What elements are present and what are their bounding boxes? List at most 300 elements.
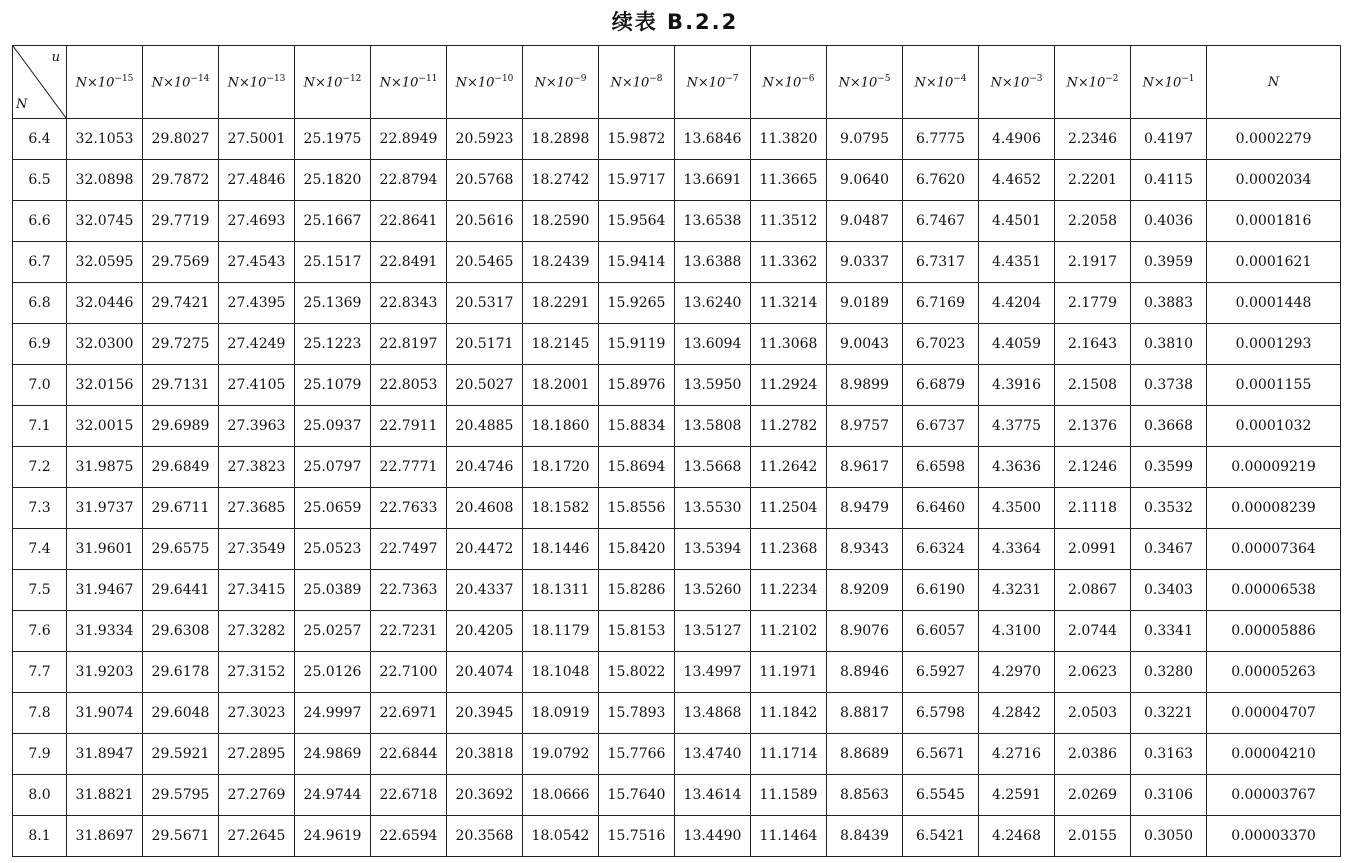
table-cell: 22.8949 (371, 119, 447, 160)
table-cell: 31.9875 (67, 447, 143, 488)
table-cell: 15.9872 (599, 119, 675, 160)
table-cell: 27.3963 (219, 406, 295, 447)
table-row (13, 365, 1341, 406)
table-cell: 2.1508 (1055, 365, 1131, 406)
table-cell: 31.8821 (67, 775, 143, 816)
table-cell: 2.0386 (1055, 734, 1131, 775)
table-cell: 11.2642 (751, 447, 827, 488)
table-cell: 0.00007364 (1207, 529, 1341, 570)
table-cell: 4.4351 (979, 242, 1055, 283)
table-cell: 15.9414 (599, 242, 675, 283)
table-cell: 20.3945 (447, 693, 523, 734)
table-cell: 4.4204 (979, 283, 1055, 324)
table-cell: 29.7275 (143, 324, 219, 365)
table-cell: 2.1118 (1055, 488, 1131, 529)
column-header (903, 46, 979, 119)
table-cell: 4.2591 (979, 775, 1055, 816)
column-header (143, 46, 219, 119)
table-cell: 4.2970 (979, 652, 1055, 693)
table-cell: 25.0126 (295, 652, 371, 693)
column-header-exponent: −2 (1105, 73, 1119, 84)
table-cell: 18.1311 (523, 570, 599, 611)
table-cell: 2.2346 (1055, 119, 1131, 160)
table-cell: 13.5950 (675, 365, 751, 406)
table-cell: 29.5795 (143, 775, 219, 816)
table-cell: 29.7569 (143, 242, 219, 283)
table-cell: 6.7467 (903, 201, 979, 242)
table-cell: 29.6178 (143, 652, 219, 693)
row-n-cell: 7.7 (13, 652, 67, 693)
table-cell: 15.8420 (599, 529, 675, 570)
table-cell: 20.4074 (447, 652, 523, 693)
row-n-cell: 6.6 (13, 201, 67, 242)
table-row (13, 816, 1341, 857)
column-header-base: N×10 (610, 75, 650, 91)
table-cell: 27.3549 (219, 529, 295, 570)
table-cell: 25.0659 (295, 488, 371, 529)
table-cell: 27.5001 (219, 119, 295, 160)
table-cell: 13.4868 (675, 693, 751, 734)
table-cell: 25.1517 (295, 242, 371, 283)
table-cell: 25.1223 (295, 324, 371, 365)
table-cell: 2.1246 (1055, 447, 1131, 488)
table-cell: 18.2145 (523, 324, 599, 365)
table-cell: 15.8556 (599, 488, 675, 529)
column-header-exponent: −4 (953, 73, 967, 84)
row-n-cell: 7.2 (13, 447, 67, 488)
table-cell: 4.3500 (979, 488, 1055, 529)
table-cell: 2.0269 (1055, 775, 1131, 816)
table-cell: 18.2590 (523, 201, 599, 242)
column-header-base: N×10 (151, 75, 191, 91)
table-cell: 20.5171 (447, 324, 523, 365)
table-cell: 31.9467 (67, 570, 143, 611)
table-cell: 6.6324 (903, 529, 979, 570)
table-cell: 8.8563 (827, 775, 903, 816)
table-cell: 18.2439 (523, 242, 599, 283)
column-header-base: N×10 (534, 75, 574, 91)
table-cell: 15.8286 (599, 570, 675, 611)
table-title: 续表 B.2.2 (611, 10, 739, 34)
row-n-cell: 6.9 (13, 324, 67, 365)
table-cell: 27.2895 (219, 734, 295, 775)
table-cell: 8.9479 (827, 488, 903, 529)
column-header-base: N×10 (1142, 75, 1182, 91)
column-header-base: N (1267, 74, 1280, 90)
table-cell: 11.1714 (751, 734, 827, 775)
table-cell: 31.9203 (67, 652, 143, 693)
table-cell: 0.00003370 (1207, 816, 1341, 857)
table-cell: 13.4614 (675, 775, 751, 816)
table-cell: 20.4885 (447, 406, 523, 447)
table-cell: 32.0595 (67, 242, 143, 283)
column-header-exponent: −15 (114, 73, 134, 84)
table-cell: 13.4490 (675, 816, 751, 857)
column-header-base: N×10 (303, 75, 343, 91)
table-cell: 18.1048 (523, 652, 599, 693)
table-cell: 29.8027 (143, 119, 219, 160)
table-cell: 29.7421 (143, 283, 219, 324)
column-header-base: N×10 (686, 75, 726, 91)
table-cell: 29.5671 (143, 816, 219, 857)
table-cell: 0.00004707 (1207, 693, 1341, 734)
table-cell: 22.8343 (371, 283, 447, 324)
table-cell: 6.6460 (903, 488, 979, 529)
table-cell: 2.0991 (1055, 529, 1131, 570)
table-cell: 2.0503 (1055, 693, 1131, 734)
table-cell: 22.7363 (371, 570, 447, 611)
table-cell: 6.7169 (903, 283, 979, 324)
table-cell: 20.5768 (447, 160, 523, 201)
table-cell: 6.7620 (903, 160, 979, 201)
table-cell: 27.4693 (219, 201, 295, 242)
table-cell: 11.2368 (751, 529, 827, 570)
row-n-cell: 7.3 (13, 488, 67, 529)
table-cell: 25.0797 (295, 447, 371, 488)
table-cell: 13.6846 (675, 119, 751, 160)
table-cell: 32.0898 (67, 160, 143, 201)
table-cell: 15.8834 (599, 406, 675, 447)
table-cell: 15.9119 (599, 324, 675, 365)
column-header-base: N×10 (379, 75, 419, 91)
table-cell: 8.9899 (827, 365, 903, 406)
table-cell: 2.0744 (1055, 611, 1131, 652)
table-cell: 27.4249 (219, 324, 295, 365)
table-cell: 0.3221 (1131, 693, 1207, 734)
table-row (13, 283, 1341, 324)
table-cell: 4.3100 (979, 611, 1055, 652)
table-cell: 0.0002279 (1207, 119, 1341, 160)
table-cell: 13.5394 (675, 529, 751, 570)
column-header (827, 46, 903, 119)
table-cell: 0.0001155 (1207, 365, 1341, 406)
table-cell: 0.4115 (1131, 160, 1207, 201)
corner-cell (13, 46, 67, 119)
table-cell: 4.3231 (979, 570, 1055, 611)
table-cell: 11.2924 (751, 365, 827, 406)
column-header (1131, 46, 1207, 119)
column-header (219, 46, 295, 119)
table-cell: 15.9717 (599, 160, 675, 201)
table-cell: 22.7231 (371, 611, 447, 652)
table-cell: 2.0867 (1055, 570, 1131, 611)
table-cell: 0.0001621 (1207, 242, 1341, 283)
table-cell: 0.3163 (1131, 734, 1207, 775)
table-cell: 20.3818 (447, 734, 523, 775)
table-cell: 20.4337 (447, 570, 523, 611)
row-n-cell: 7.9 (13, 734, 67, 775)
table-cell: 18.1446 (523, 529, 599, 570)
table-cell: 4.4059 (979, 324, 1055, 365)
table-cell: 31.9601 (67, 529, 143, 570)
table-cell: 11.1842 (751, 693, 827, 734)
table-cell: 29.6989 (143, 406, 219, 447)
table-cell: 0.00005263 (1207, 652, 1341, 693)
table-cell: 27.3152 (219, 652, 295, 693)
table-cell: 15.7640 (599, 775, 675, 816)
table-cell: 31.9334 (67, 611, 143, 652)
table-cell: 4.4652 (979, 160, 1055, 201)
table-cell: 15.8694 (599, 447, 675, 488)
table-cell: 4.2716 (979, 734, 1055, 775)
column-header (523, 46, 599, 119)
table-cell: 20.5465 (447, 242, 523, 283)
table-cell: 8.9343 (827, 529, 903, 570)
column-header-exponent: −8 (649, 73, 663, 84)
table-cell: 32.1053 (67, 119, 143, 160)
table-cell: 19.0792 (523, 734, 599, 775)
table-cell: 22.7911 (371, 406, 447, 447)
table-cell: 6.5545 (903, 775, 979, 816)
table-cell: 0.00009219 (1207, 447, 1341, 488)
table-cell: 20.4472 (447, 529, 523, 570)
table-cell: 27.4846 (219, 160, 295, 201)
column-header (1207, 46, 1341, 119)
table-cell: 0.3403 (1131, 570, 1207, 611)
table-cell: 13.5530 (675, 488, 751, 529)
table-cell: 6.7775 (903, 119, 979, 160)
table-cell: 29.7131 (143, 365, 219, 406)
table-cell: 6.7317 (903, 242, 979, 283)
column-header (371, 46, 447, 119)
table-cell: 31.8947 (67, 734, 143, 775)
table-cell: 4.3775 (979, 406, 1055, 447)
table-row (13, 570, 1341, 611)
table-cell: 29.5921 (143, 734, 219, 775)
table-cell: 20.5317 (447, 283, 523, 324)
column-header-base: N×10 (838, 75, 878, 91)
row-n-cell: 8.1 (13, 816, 67, 857)
column-header-exponent: −13 (266, 73, 286, 84)
table-cell: 13.4740 (675, 734, 751, 775)
column-header (67, 46, 143, 119)
table-cell: 9.0640 (827, 160, 903, 201)
table-cell: 11.3665 (751, 160, 827, 201)
table-cell: 18.1860 (523, 406, 599, 447)
table-cell: 18.2001 (523, 365, 599, 406)
table-cell: 6.6057 (903, 611, 979, 652)
table-cell: 2.2058 (1055, 201, 1131, 242)
table-cell: 0.3341 (1131, 611, 1207, 652)
table-cell: 25.1667 (295, 201, 371, 242)
table-cell: 31.9074 (67, 693, 143, 734)
table-cell: 4.4906 (979, 119, 1055, 160)
table-cell: 2.1779 (1055, 283, 1131, 324)
table-cell: 2.2201 (1055, 160, 1131, 201)
table-cell: 20.4205 (447, 611, 523, 652)
table-cell: 22.6594 (371, 816, 447, 857)
table-cell: 31.9737 (67, 488, 143, 529)
table-cell: 18.0542 (523, 816, 599, 857)
table-row (13, 734, 1341, 775)
table-cell: 15.8153 (599, 611, 675, 652)
table-cell: 4.3364 (979, 529, 1055, 570)
table-cell: 4.4501 (979, 201, 1055, 242)
table-cell: 13.6094 (675, 324, 751, 365)
column-header (447, 46, 523, 119)
table-cell: 6.6737 (903, 406, 979, 447)
table-cell: 0.3599 (1131, 447, 1207, 488)
table-cell: 25.1079 (295, 365, 371, 406)
row-n-cell: 7.5 (13, 570, 67, 611)
table-row (13, 406, 1341, 447)
table-cell: 6.5421 (903, 816, 979, 857)
table-cell: 9.0043 (827, 324, 903, 365)
table-cell: 27.2645 (219, 816, 295, 857)
table-cell: 24.9869 (295, 734, 371, 775)
table-cell: 11.1589 (751, 775, 827, 816)
table-cell: 13.6240 (675, 283, 751, 324)
table-cell: 11.3362 (751, 242, 827, 283)
table-cell: 6.6879 (903, 365, 979, 406)
table-cell: 27.3282 (219, 611, 295, 652)
table-cell: 29.7872 (143, 160, 219, 201)
table-cell: 8.9617 (827, 447, 903, 488)
table-cell: 15.9265 (599, 283, 675, 324)
table-cell: 0.0001448 (1207, 283, 1341, 324)
column-header (599, 46, 675, 119)
table-cell: 8.9076 (827, 611, 903, 652)
table-cell: 18.1582 (523, 488, 599, 529)
table-cell: 25.0523 (295, 529, 371, 570)
table-cell: 8.9757 (827, 406, 903, 447)
table-cell: 29.6441 (143, 570, 219, 611)
table-cell: 2.1917 (1055, 242, 1131, 283)
table-cell: 25.0389 (295, 570, 371, 611)
table-row (13, 488, 1341, 529)
table-cell: 11.2102 (751, 611, 827, 652)
row-n-cell: 7.6 (13, 611, 67, 652)
table-cell: 29.6849 (143, 447, 219, 488)
table-cell: 2.0155 (1055, 816, 1131, 857)
row-n-cell: 7.8 (13, 693, 67, 734)
table-cell: 8.8946 (827, 652, 903, 693)
table-cell: 0.00005886 (1207, 611, 1341, 652)
table-cell: 6.6190 (903, 570, 979, 611)
column-header-exponent: −9 (573, 73, 587, 84)
table-row (13, 529, 1341, 570)
table-cell: 29.7719 (143, 201, 219, 242)
table-cell: 15.9564 (599, 201, 675, 242)
table-cell: 2.1376 (1055, 406, 1131, 447)
table-cell: 15.7893 (599, 693, 675, 734)
table-cell: 0.00008239 (1207, 488, 1341, 529)
table-cell: 22.8491 (371, 242, 447, 283)
table-cell: 22.6718 (371, 775, 447, 816)
row-n-cell: 7.1 (13, 406, 67, 447)
table-cell: 25.1975 (295, 119, 371, 160)
column-header (675, 46, 751, 119)
table-cell: 22.6844 (371, 734, 447, 775)
table-cell: 18.2291 (523, 283, 599, 324)
table-cell: 6.5671 (903, 734, 979, 775)
column-header-exponent: −10 (494, 73, 514, 84)
table-cell: 0.4197 (1131, 119, 1207, 160)
table-cell: 32.0015 (67, 406, 143, 447)
table-cell: 27.3023 (219, 693, 295, 734)
table-cell: 22.8794 (371, 160, 447, 201)
column-header-exponent: −1 (1181, 73, 1195, 84)
table-cell: 22.8641 (371, 201, 447, 242)
column-header-exponent: −14 (190, 73, 210, 84)
table-cell: 13.5668 (675, 447, 751, 488)
table-cell: 22.7633 (371, 488, 447, 529)
table-cell: 0.00003767 (1207, 775, 1341, 816)
table-cell: 18.0919 (523, 693, 599, 734)
column-header-base: N×10 (75, 75, 115, 91)
table-cell: 20.4746 (447, 447, 523, 488)
table-cell: 18.1179 (523, 611, 599, 652)
column-header-exponent: −11 (418, 73, 438, 84)
table-row (13, 775, 1341, 816)
column-header-exponent: −7 (725, 73, 739, 84)
table-cell: 0.0001293 (1207, 324, 1341, 365)
table-row (13, 119, 1341, 160)
header-row (13, 46, 1341, 119)
column-header-base: N×10 (762, 75, 802, 91)
table-cell: 18.0666 (523, 775, 599, 816)
column-header-exponent: −6 (801, 73, 815, 84)
table-row (13, 693, 1341, 734)
column-header-exponent: −5 (877, 73, 891, 84)
table-cell: 20.3692 (447, 775, 523, 816)
table-cell: 8.8817 (827, 693, 903, 734)
table-row (13, 201, 1341, 242)
table-cell: 22.7100 (371, 652, 447, 693)
table-cell: 22.7771 (371, 447, 447, 488)
table-cell: 24.9744 (295, 775, 371, 816)
table-cell: 22.8197 (371, 324, 447, 365)
table-cell: 27.4395 (219, 283, 295, 324)
table-cell: 4.3636 (979, 447, 1055, 488)
table-cell: 6.5798 (903, 693, 979, 734)
column-header (1055, 46, 1131, 119)
row-n-cell: 7.0 (13, 365, 67, 406)
table-cell: 11.2782 (751, 406, 827, 447)
table-cell: 22.6971 (371, 693, 447, 734)
table-cell: 32.0300 (67, 324, 143, 365)
table-cell: 4.3916 (979, 365, 1055, 406)
table-cell: 4.2468 (979, 816, 1055, 857)
table-cell: 24.9619 (295, 816, 371, 857)
column-header (979, 46, 1055, 119)
column-header (751, 46, 827, 119)
table-cell: 0.3959 (1131, 242, 1207, 283)
table-cell: 0.4036 (1131, 201, 1207, 242)
table-cell: 15.8022 (599, 652, 675, 693)
table-cell: 20.5027 (447, 365, 523, 406)
table-body (13, 119, 1341, 857)
row-n-cell: 6.7 (13, 242, 67, 283)
table-cell: 0.00004210 (1207, 734, 1341, 775)
table-cell: 9.0337 (827, 242, 903, 283)
table-cell: 15.7766 (599, 734, 675, 775)
column-header-exponent: −3 (1029, 73, 1043, 84)
row-n-cell: 6.4 (13, 119, 67, 160)
table-cell: 27.2769 (219, 775, 295, 816)
table-cell: 11.3820 (751, 119, 827, 160)
table-cell: 18.1720 (523, 447, 599, 488)
table-cell: 11.3512 (751, 201, 827, 242)
table-cell: 0.3467 (1131, 529, 1207, 570)
table-cell: 0.3106 (1131, 775, 1207, 816)
table-cell: 8.8689 (827, 734, 903, 775)
table-cell: 20.5923 (447, 119, 523, 160)
table-cell: 6.5927 (903, 652, 979, 693)
table-cell: 32.0446 (67, 283, 143, 324)
corner-n-label: N (16, 97, 28, 112)
table-cell: 0.3738 (1131, 365, 1207, 406)
